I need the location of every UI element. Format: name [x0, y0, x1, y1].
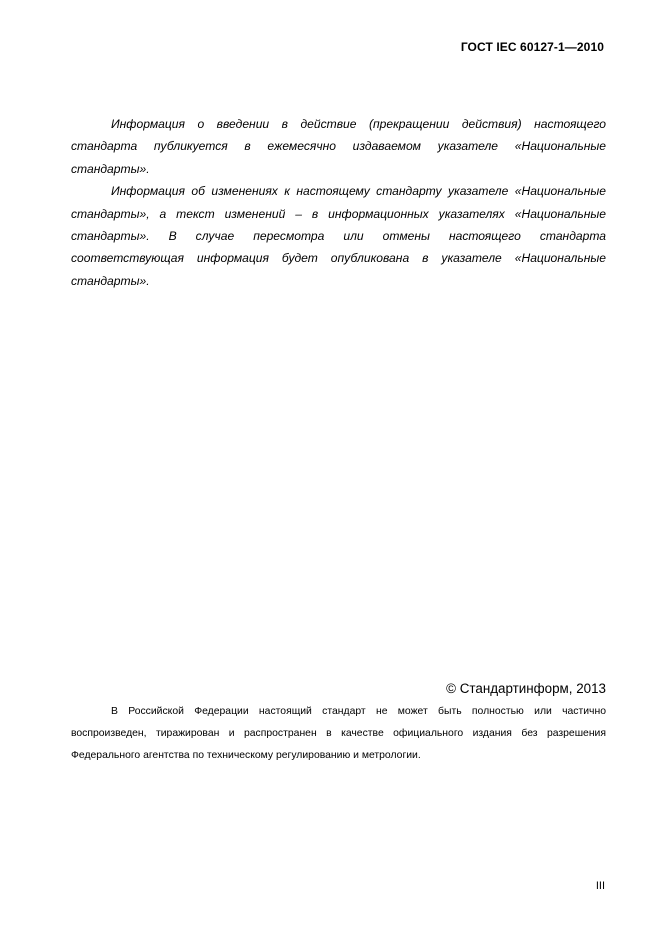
publication-notice — [71, 113, 606, 292]
legal-notice — [71, 701, 606, 766]
legal-paragraph: В Российской Федерации настоящий стандарт не может быть полностью или частично воспроизведен, тиражирован и распространен в качестве официального издания без разрешения Федерального агентства по техническому регулированию и метрологии. — [71, 706, 606, 761]
notice-paragraph-2: Информация об изменениях к настоящему стандарту указателе «Национальные стандарты», а текст изменений – в информационных указателях «Национальные стандарты». В случае пересмотра или отмены настоящего стандарта соответствующая информация будет опубликована в указателе «Национальные стандарты». — [71, 184, 606, 288]
notice-paragraph-1: Информация о введении в действие (прекращении действия) настоящего стандарта публикуется в ежемесячно издаваемом указателе «Национальные стандарты». — [71, 117, 606, 176]
copyright-line: © Стандартинформ, 2013 — [446, 681, 606, 696]
document-code-header: ГОСТ IEC 60127-1—2010 — [460, 40, 604, 54]
page-number: III — [595, 880, 605, 892]
